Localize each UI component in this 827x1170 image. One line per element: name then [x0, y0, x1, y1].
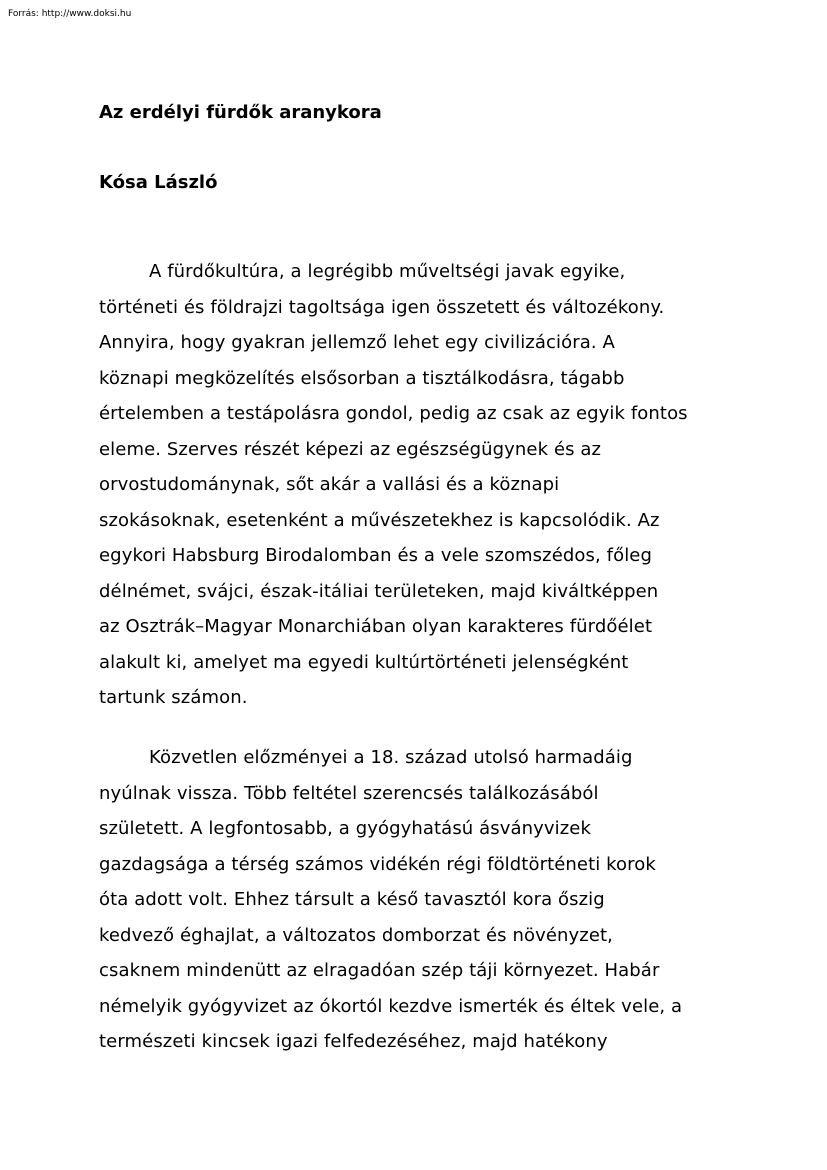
paragraph-line: óta adott volt. Ehhez társult a késő tavasztól kora őszig	[99, 889, 605, 910]
paragraph-line: kedvező éghajlat, a változatos domborzat és növényzet,	[99, 924, 613, 946]
paragraph-line: nyúlnak vissza. Több feltétel szerencsés találkozásából	[99, 782, 599, 804]
paragraph-line: született. A legfontosabb, a gyógyhatású ásványvizek	[99, 818, 591, 839]
paragraph-line: csaknem mindenütt az elragadóan szép táji környezet. Habár	[99, 960, 660, 981]
paragraph-line: történeti és földrajzi tagoltsága igen összetett és változékony.	[99, 296, 665, 318]
paragraph-line: némelyik gyógyvizet az ókortól kezdve ismerték és éltek vele, a	[99, 995, 683, 1017]
paragraph-line: természeti kincsek igazi felfedezéséhez, majd hatékony	[99, 1031, 608, 1052]
paragraph-line: értelemben a testápolásra gondol, pedig az csak az egyik fontos	[99, 403, 688, 424]
paragraph-line: gazdagsága a térség számos vidékén régi földtörténeti korok	[99, 853, 656, 875]
paragraph-line: orvostudománynak, sőt akár a vallási és a köznapi	[99, 474, 560, 495]
paragraph-line: az Osztrák–Magyar Monarchiában olyan karakteres fürdőélet	[99, 616, 653, 637]
paragraph-line: Annyira, hogy gyakran jellemző lehet egy civilizációra. A	[99, 332, 615, 353]
paragraph-line: Közvetlen előzményei a 18. század utolsó harmadáig	[149, 747, 633, 768]
paragraph-line: tartunk számon.	[99, 687, 248, 708]
paragraph-2	[99, 740, 682, 1060]
source-line: Forrás: http://www.doksi.hu	[8, 9, 132, 19]
document-author: Kósa László	[99, 172, 218, 193]
paragraph-1	[99, 254, 688, 716]
paragraph-line: alakult ki, amelyet ma egyedi kultúrtörténeti jelenségként	[99, 651, 629, 673]
paragraph-line: egykori Habsburg Birodalomban és a vele szomszédos, főleg	[99, 545, 652, 566]
paragraph-line: köznapi megközelítés elsősorban a tisztálkodásra, tágabb	[99, 367, 625, 389]
document-title: Az erdélyi fürdők aranykora	[99, 102, 382, 123]
paragraph-line: A fürdőkultúra, a legrégibb műveltségi javak egyike,	[149, 261, 626, 282]
paragraph-line: szokásoknak, esetenként a művészetekhez is kapcsolódik. Az	[99, 509, 660, 531]
paragraph-line: délnémet, svájci, észak-itáliai területeken, majd kiváltképpen	[99, 580, 659, 602]
paragraph-line: eleme. Szerves részét képezi az egészségügynek és az	[99, 438, 602, 460]
